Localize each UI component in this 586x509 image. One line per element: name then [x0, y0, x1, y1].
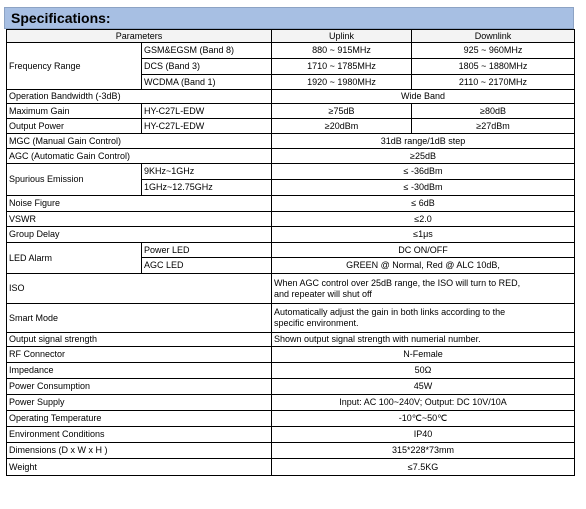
- smart-mode-value: [272, 304, 575, 333]
- band-downlink: 925 ~ 960MHz: [412, 43, 575, 59]
- output-signal-value: Shown output signal strength with numerial number.: [272, 333, 575, 347]
- table-row: [7, 274, 575, 304]
- max-gain-label: Maximum Gain: [7, 104, 142, 119]
- led-name: Power LED: [142, 243, 272, 258]
- band-name: DCS (Band 3): [142, 59, 272, 75]
- band-uplink: 1710 ~ 1785MHz: [272, 59, 412, 75]
- operating-temp-label: Operating Temperature: [7, 411, 272, 427]
- led-value: DC ON/OFF: [272, 243, 575, 258]
- table-row: [7, 134, 575, 149]
- environment-value: IP40: [272, 427, 575, 443]
- max-gain-model: HY-C27L-EDW: [142, 104, 272, 119]
- table-row: [7, 243, 575, 258]
- table-row: [7, 304, 575, 333]
- group-delay-label: Group Delay: [7, 227, 272, 243]
- output-power-model: HY-C27L-EDW: [142, 119, 272, 134]
- band-downlink: 1805 ~ 1880MHz: [412, 59, 575, 75]
- iso-line-1: When AGC control over 25dB range, the ISO will turn to RED,: [274, 277, 521, 288]
- table-row: [7, 379, 575, 395]
- specifications-header: [4, 7, 574, 29]
- table-row: [7, 411, 575, 427]
- header-parameters: Parameters: [7, 30, 272, 43]
- smart-mode-line-2: specific environment.: [274, 318, 359, 328]
- header-uplink: Uplink: [272, 30, 412, 43]
- band-downlink: 2110 ~ 2170MHz: [412, 75, 575, 90]
- band-uplink: 1920 ~ 1980MHz: [272, 75, 412, 90]
- spurious-range: 1GHz~12.75GHz: [142, 180, 272, 196]
- operation-bandwidth-value: Wide Band: [272, 90, 575, 104]
- table-row: [7, 43, 575, 59]
- smart-mode-label: Smart Mode: [7, 304, 272, 333]
- led-value: GREEN @ Normal, Red @ ALC 10dB,: [272, 258, 575, 274]
- output-power-downlink: ≥27dBm: [412, 119, 575, 134]
- table-row: [7, 164, 575, 180]
- iso-line-2: and repeater will shut off: [274, 288, 372, 299]
- output-power-label: Output Power: [7, 119, 142, 134]
- table-row: [7, 212, 575, 227]
- environment-label: Environment Conditions: [7, 427, 272, 443]
- max-gain-uplink: ≥75dB: [272, 104, 412, 119]
- dimensions-value: 315*228*73mm: [272, 443, 575, 459]
- frequency-label: Frequency Range: [7, 43, 142, 90]
- band-uplink: 880 ~ 915MHz: [272, 43, 412, 59]
- spurious-value: ≤ -30dBm: [272, 180, 575, 196]
- band-name: GSM&EGSM (Band 8): [142, 43, 272, 59]
- power-supply-label: Power Supply: [7, 395, 272, 411]
- spurious-label: Spurious Emission: [7, 164, 142, 196]
- led-name: AGC LED: [142, 258, 272, 274]
- table-row: [7, 347, 575, 363]
- power-consumption-label: Power Consumption: [7, 379, 272, 395]
- table-row: [7, 333, 575, 347]
- table-row: [7, 363, 575, 379]
- max-gain-downlink: ≥80dB: [412, 104, 575, 119]
- group-delay-value: ≤1μs: [272, 227, 575, 243]
- operating-temp-value: -10℃~50℃: [272, 411, 575, 427]
- dimensions-label: Dimensions (D x W x H ): [7, 443, 272, 459]
- table-row: [7, 119, 575, 134]
- table-row: [7, 459, 575, 476]
- table-row: [7, 196, 575, 212]
- table-row: [7, 149, 575, 164]
- operation-bandwidth-label: Operation Bandwidth (-3dB): [7, 90, 272, 104]
- output-signal-label: Output signal strength: [7, 333, 272, 347]
- table-row: [7, 227, 575, 243]
- iso-value: [272, 274, 575, 304]
- iso-label: ISO: [7, 274, 272, 304]
- vswr-value: ≤2.0: [272, 212, 575, 227]
- spurious-range: 9KHz~1GHz: [142, 164, 272, 180]
- spurious-value: ≤ -36dBm: [272, 164, 575, 180]
- table-row: [7, 90, 575, 104]
- table-row: [7, 104, 575, 119]
- power-supply-value: Input: AC 100~240V; Output: DC 10V/10A: [272, 395, 575, 411]
- mgc-value: 31dB range/1dB step: [272, 134, 575, 149]
- power-consumption-value: 45W: [272, 379, 575, 395]
- specifications-table: [6, 29, 575, 476]
- table-row: [7, 443, 575, 459]
- vswr-label: VSWR: [7, 212, 272, 227]
- weight-label: Weight: [7, 459, 272, 476]
- output-power-uplink: ≥20dBm: [272, 119, 412, 134]
- band-name: WCDMA (Band 1): [142, 75, 272, 90]
- table-row: [7, 395, 575, 411]
- smart-mode-line-1: Automatically adjust the gain in both links according to the: [274, 307, 506, 317]
- agc-label: AGC (Automatic Gain Control): [7, 149, 272, 164]
- page-title: Specifications:: [11, 10, 111, 26]
- agc-value: ≥25dB: [272, 149, 575, 164]
- table-row: [7, 427, 575, 443]
- impedance-value: 50Ω: [272, 363, 575, 379]
- impedance-label: Impedance: [7, 363, 272, 379]
- rf-connector-value: N-Female: [272, 347, 575, 363]
- noise-figure-label: Noise Figure: [7, 196, 272, 212]
- led-alarm-label: LED Alarm: [7, 243, 142, 274]
- noise-figure-value: ≤ 6dB: [272, 196, 575, 212]
- mgc-label: MGC (Manual Gain Control): [7, 134, 272, 149]
- weight-value: ≤7.5KG: [272, 459, 575, 476]
- table-header-row: [7, 30, 575, 43]
- rf-connector-label: RF Connector: [7, 347, 272, 363]
- header-downlink: Downlink: [412, 30, 575, 43]
